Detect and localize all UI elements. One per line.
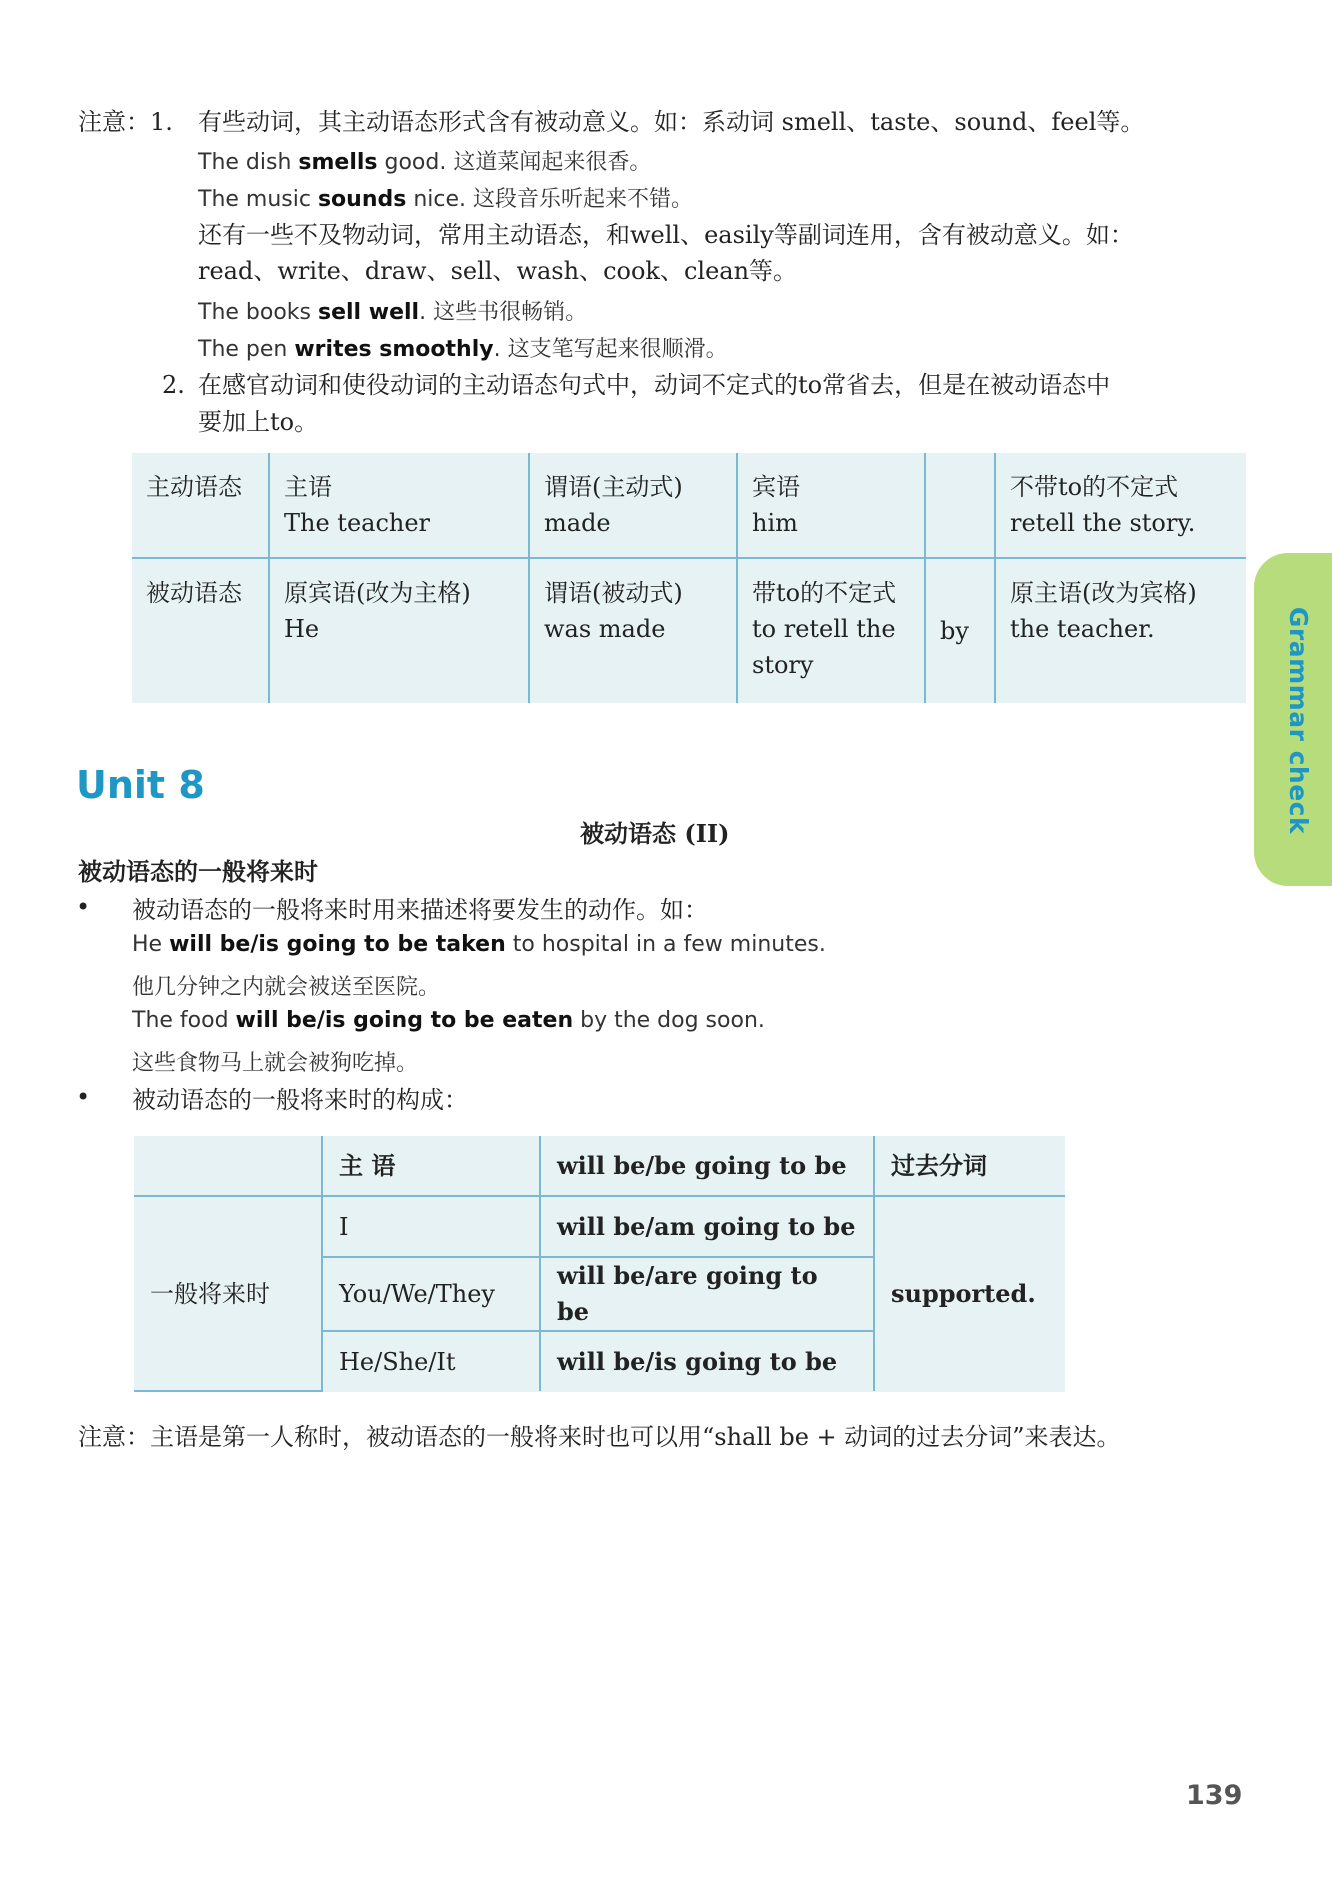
table-cell: by [925, 558, 995, 703]
section-heading: 被动语态的一般将来时 [78, 857, 318, 886]
note2-num: 2. [162, 371, 185, 399]
unit-title: Unit 8 [76, 763, 205, 807]
table-row [134, 1196, 1065, 1257]
table-cell: He/She/It [322, 1331, 540, 1391]
note1-lead: 注意：1. [78, 108, 173, 136]
table-header-row [134, 1136, 1065, 1196]
bullet-text: 被动语态的一般将来时用来描述将要发生的动作。如： [132, 896, 708, 924]
table-cell: 带to的不定式 to retell the story [737, 558, 925, 703]
bullet-icon: • [76, 1083, 91, 1111]
page-number: 139 [1186, 1780, 1243, 1811]
example-sentence: The food will be/is going to be eaten by the dog soon. [132, 1008, 765, 1033]
participle-cell: supported. [874, 1196, 1065, 1391]
table-cell: 谓语(主动式) made [529, 453, 737, 558]
example-sentence: He will be/is going to be taken to hospital in a few minutes. [132, 932, 826, 957]
side-tab-label: Grammar check [1284, 606, 1314, 834]
table-cell: You/We/They [322, 1257, 540, 1331]
row-label: 主动语态 [132, 453, 269, 558]
note1-text2-verbs: read、write、draw、sell、wash、cook、clean等。 [198, 257, 798, 285]
table-cell: 谓语(被动式) was made [529, 558, 737, 703]
table-row-active [132, 453, 1246, 558]
table-cell [134, 1136, 322, 1196]
table-cell: will be/is going to be [540, 1331, 874, 1391]
example-translation: 他几分钟之内就会被送至医院。 [132, 975, 441, 1000]
example-sentence: The pen writes smoothly. 这支笔写起来很顺滑。 [198, 337, 728, 362]
unit-subtitle: 被动语态 (II) [580, 819, 730, 848]
note1-text2: 还有一些不及物动词，常用主动语态，和well、easily等副词连用，含有被动意义。如： [198, 221, 1134, 249]
note3: 注意：主语是第一人称时，被动语态的一般将来时也可以用“shall be + 动词的过去分词”来表达。 [78, 1423, 1121, 1451]
table-cell: will be/are going to be [540, 1257, 874, 1331]
table-cell: 原宾语(改为主格) He [269, 558, 529, 703]
table-cell: 原主语(改为宾格) the teacher. [995, 558, 1246, 703]
tense-label: 一般将来时 [134, 1196, 322, 1391]
note1-text: 有些动词，其主动语态形式含有被动意义。如：系动词 smell、taste、sound、feel等。 [198, 108, 1145, 136]
bullet-icon: • [76, 893, 91, 921]
note2-line1: 在感官动词和使役动词的主动语态句式中，动词不定式的to常省去，但是在被动语态中 [198, 371, 1111, 399]
example-sentence: The dish smells good. 这道菜闻起来很香。 [198, 150, 652, 175]
table-cell: I [322, 1196, 540, 1257]
future-passive-table [134, 1136, 1065, 1392]
table-cell [925, 453, 995, 558]
table-cell: 不带to的不定式 retell the story. [995, 453, 1246, 558]
note2-line2: 要加上to。 [198, 408, 319, 436]
table-header-participle: 过去分词 [874, 1136, 1065, 1196]
table-cell: will be/am going to be [540, 1196, 874, 1257]
table-header-aux: will be/be going to be [540, 1136, 874, 1196]
table-row-passive [132, 558, 1246, 703]
bullet-text: 被动语态的一般将来时的构成： [132, 1086, 468, 1114]
table-header-subject: 主 语 [322, 1136, 540, 1196]
example-sentence: The books sell well. 这些书很畅销。 [198, 300, 588, 325]
voice-comparison-table [132, 453, 1246, 703]
table-cell: 宾语 him [737, 453, 925, 558]
example-sentence: The music sounds nice. 这段音乐听起来不错。 [198, 187, 694, 212]
row-label: 被动语态 [146, 579, 242, 607]
example-translation: 这些食物马上就会被狗吃掉。 [132, 1051, 419, 1076]
table-cell: 主语 The teacher [269, 453, 529, 558]
